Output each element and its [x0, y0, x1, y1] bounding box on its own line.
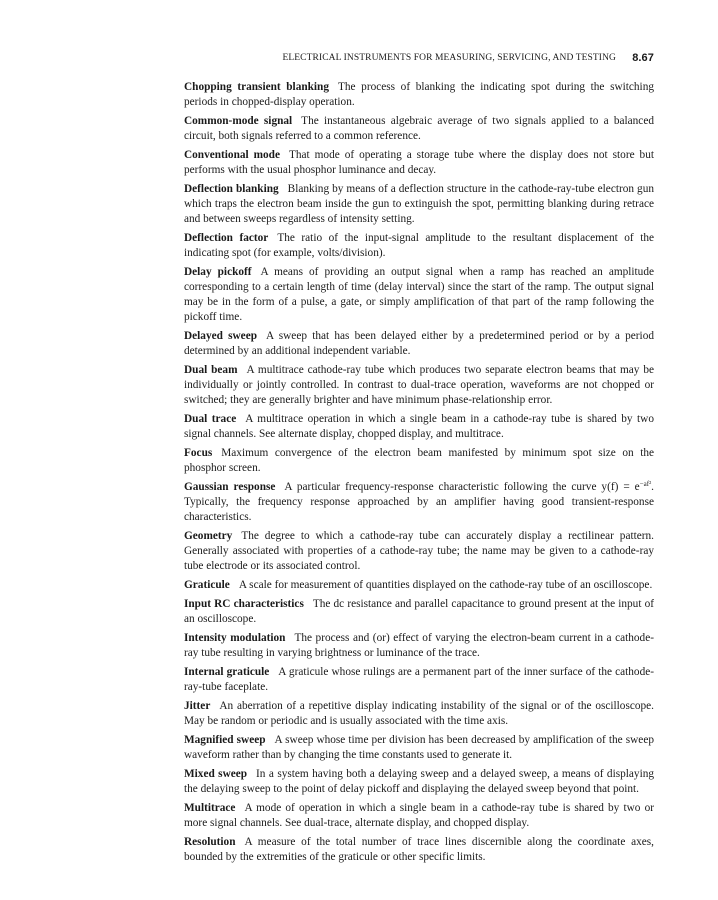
glossary-term: Resolution [184, 836, 236, 848]
glossary-term: Delay pickoff [184, 266, 252, 278]
glossary-term: Internal graticule [184, 666, 270, 678]
glossary-definition: A sweep that has been delayed either by a predetermined period or by a period determined by an additional independent variable. [184, 330, 654, 357]
glossary-term: Graticule [184, 579, 230, 591]
glossary-term: Multitrace [184, 802, 236, 814]
glossary-entry-jitter [184, 699, 654, 729]
glossary-term: Magnified sweep [184, 734, 266, 746]
glossary-definition: Maximum convergence of the electron beam manifested by minimum spot size on the phosphor screen. [184, 447, 654, 474]
glossary-term: Gaussian response [184, 481, 276, 493]
glossary-definition: A scale for measurement of quantities displayed on the cathode-ray tube of an oscilloscope. [238, 579, 653, 591]
glossary-term: Jitter [184, 700, 211, 712]
glossary-term: Conventional mode [184, 149, 280, 161]
glossary-entry-chopping-transient-blanking [184, 80, 654, 110]
glossary-definition: The process and (or) effect of varying the electron-beam current in a cathode-ray tube resulting in varying brightness or luminance of the trace. [184, 632, 654, 659]
glossary-definition: That mode of operating a storage tube where the display does not store but performs with the usual phosphor luminance and decay. [184, 149, 654, 176]
glossary-term: Deflection factor [184, 232, 269, 244]
glossary-entry-dual-trace [184, 412, 654, 442]
glossary-entry-delayed-sweep [184, 329, 654, 359]
glossary-entry-mixed-sweep [184, 767, 654, 797]
glossary-definition: A particular frequency-response characteristic following the curve y(f) = e [284, 481, 640, 493]
glossary-definition: The process of blanking the indicating spot during the switching periods in chopped-display operation. [184, 81, 654, 108]
glossary-definition-continued: . Typically, the frequency response approached by an amplifier having good transient-response characteristics. [184, 481, 654, 523]
glossary-term: Dual beam [184, 364, 238, 376]
glossary-definition: The degree to which a cathode-ray tube can accurately display a rectilinear pattern. Generally associated with properties of a cathode-ray tube; the name may be given to a cathode-ray tube electrode or its associated control. [184, 530, 654, 572]
glossary-definition: The instantaneous algebraic average of two signals applied to a balanced circuit, both signals referred to a common reference. [184, 115, 654, 142]
glossary-entry-magnified-sweep [184, 733, 654, 763]
glossary-term: Geometry [184, 530, 233, 542]
glossary-entry-gaussian-response [184, 480, 654, 525]
page-number: 8.67 [632, 52, 654, 64]
glossary-entry-multitrace [184, 801, 654, 831]
glossary-term: Intensity modulation [184, 632, 286, 644]
glossary-definition: A sweep whose time per division has been decreased by amplification of the sweep waveform rather than by changing the time constants used to generate it. [184, 734, 654, 761]
glossary-definition: An aberration of a repetitive display indicating instability of the signal or of the oscilloscope. May be random or periodic and is usually associated with the time axis. [184, 700, 654, 727]
glossary-term: Input RC characteristics [184, 598, 304, 610]
glossary-definition: A graticule whose rulings are a permanent part of the inner surface of the cathode-ray-tube faceplate. [184, 666, 655, 693]
glossary-entry-input-rc-characteristics [184, 597, 654, 627]
running-title: ELECTRICAL INSTRUMENTS FOR MEASURING, SERVICING, AND TESTING [282, 53, 616, 63]
glossary-entry-deflection-blanking [184, 182, 654, 227]
glossary-term: Focus [184, 447, 213, 459]
glossary-definition: In a system having both a delaying sweep and a delayed sweep, a means of displaying the delaying sweep to the point of delay pickoff and displaying the delayed sweep beyond that point. [184, 768, 655, 795]
glossary-entry-intensity-modulation [184, 631, 654, 661]
glossary-definition: A means of providing an output signal when a ramp has reached an amplitude corresponding to a certain length of time (delay interval) since the start of the ramp. The output signal may be in the form of a pulse, a gate, or simply amplification of that part of the ramp following the pickoff time. [184, 266, 654, 323]
gaussian-exponent: −af² [639, 480, 652, 488]
glossary-entry-focus [184, 446, 654, 476]
glossary-definition: A multitrace operation in which a single beam in a cathode-ray tube is shared by two signal channels. See alternate display, chopped display, and multitrace. [184, 413, 654, 440]
glossary-definition: A measure of the total number of trace lines discernible along the coordinate axes, bounded by the extremities of the graticule or other specific limits. [184, 836, 654, 863]
glossary-list [184, 80, 654, 869]
glossary-definition: Blanking by means of a deflection structure in the cathode-ray-tube electron gun which traps the electron beam inside the gun to extinguish the spot, permitting blanking during retrace and between sweeps regardless of intensity setting. [184, 183, 654, 225]
glossary-term: Delayed sweep [184, 330, 257, 342]
glossary-entry-graticule [184, 578, 654, 593]
glossary-entry-delay-pickoff [184, 265, 654, 325]
glossary-definition: The ratio of the input-signal amplitude to the resultant displacement of the indicating spot (for example, volts/division). [184, 232, 654, 259]
glossary-entry-common-mode-signal [184, 114, 654, 144]
glossary-definition: The dc resistance and parallel capacitance to ground present at the input of an oscilloscope. [184, 598, 654, 625]
glossary-entry-internal-graticule [184, 665, 654, 695]
glossary-entry-resolution [184, 835, 654, 865]
glossary-term: Common-mode signal [184, 115, 293, 127]
glossary-term: Mixed sweep [184, 768, 248, 780]
glossary-entry-conventional-mode [184, 148, 654, 178]
running-header [184, 50, 654, 66]
glossary-definition: A multitrace cathode-ray tube which produces two separate electron beams that may be individually or jointly controlled. In contrast to dual-trace operation, waveforms are not chopped or switched; they are generally brighter and have minimum phase-relationship error. [184, 364, 654, 406]
glossary-term: Dual trace [184, 413, 237, 425]
glossary-entry-geometry [184, 529, 654, 574]
glossary-entry-deflection-factor [184, 231, 654, 261]
glossary-term: Chopping transient blanking [184, 81, 329, 93]
glossary-entry-dual-beam [184, 363, 654, 408]
glossary-term: Deflection blanking [184, 183, 279, 195]
glossary-definition: A mode of operation in which a single beam in a cathode-ray tube is shared by two or more signal channels. See dual-trace, alternate display, and chopped display. [184, 802, 654, 829]
